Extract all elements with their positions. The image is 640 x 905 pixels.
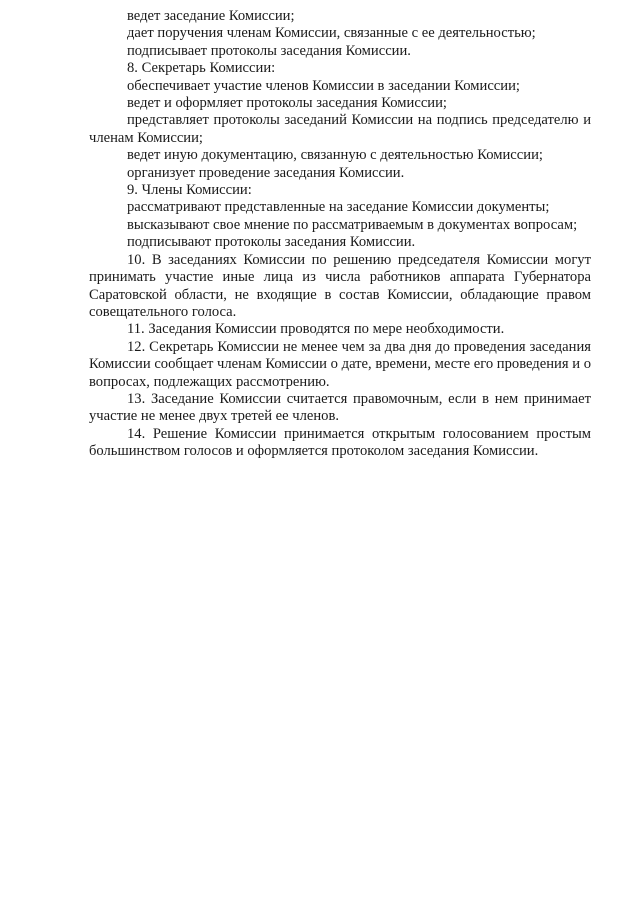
- paragraph: ведет и оформляет протоколы заседания Комиссии;: [127, 95, 447, 112]
- paragraph: подписывают протоколы заседания Комиссии.: [127, 234, 416, 251]
- paragraph: дает поручения членам Комиссии, связанные с ее деятельностью;: [127, 25, 536, 42]
- paragraph: ведет иную документацию, связанную с деятельностью Комиссии;: [127, 147, 543, 164]
- paragraph: 11. Заседания Комиссии проводятся по мере необходимости.: [127, 321, 505, 338]
- paragraph: ведет заседание Комиссии;: [127, 8, 295, 24]
- paragraph: подписывает протоколы заседания Комиссии.: [127, 42, 411, 59]
- paragraph: 9. Члены Комиссии:: [127, 182, 252, 199]
- paragraph: рассматривают представленные на заседание Комиссии документы;: [127, 199, 550, 216]
- paragraph: 10. В заседаниях Комиссии по решению председателя Комиссии могут принимать участие иные лица из числа работников аппарата Губернатора Саратовской области, не входящие в состав Комиссии, обладающие правом совещательного голоса.: [89, 251, 591, 320]
- paragraph: 14. Решение Комиссии принимается открытым голосованием простым большинством голосов и оформляется протоколом заседания Комиссии.: [89, 425, 591, 460]
- paragraph: обеспечивает участие членов Комиссии в заседании Комиссии;: [127, 77, 520, 94]
- paragraph: представляет протоколы заседаний Комиссии на подпись председателю и членам Комиссии;: [89, 112, 591, 146]
- document-body: [89, 8, 591, 461]
- paragraph: организует проведение заседания Комиссии.: [127, 164, 405, 181]
- paragraph: 8. Секретарь Комиссии:: [127, 60, 276, 77]
- paragraph: 12. Секретарь Комиссии не менее чем за два дня до проведения заседания Комиссии сообщает членам Комиссии о дате, времени, месте его проведения и о вопросах, подлежащих рассмотрению.: [89, 338, 591, 390]
- paragraph: 13. Заседание Комиссии считается правомочным, если в нем принимает участие не менее двух третей ее членов.: [89, 390, 591, 425]
- paragraph: высказывают свое мнение по рассматриваемым в документах вопросам;: [127, 216, 578, 233]
